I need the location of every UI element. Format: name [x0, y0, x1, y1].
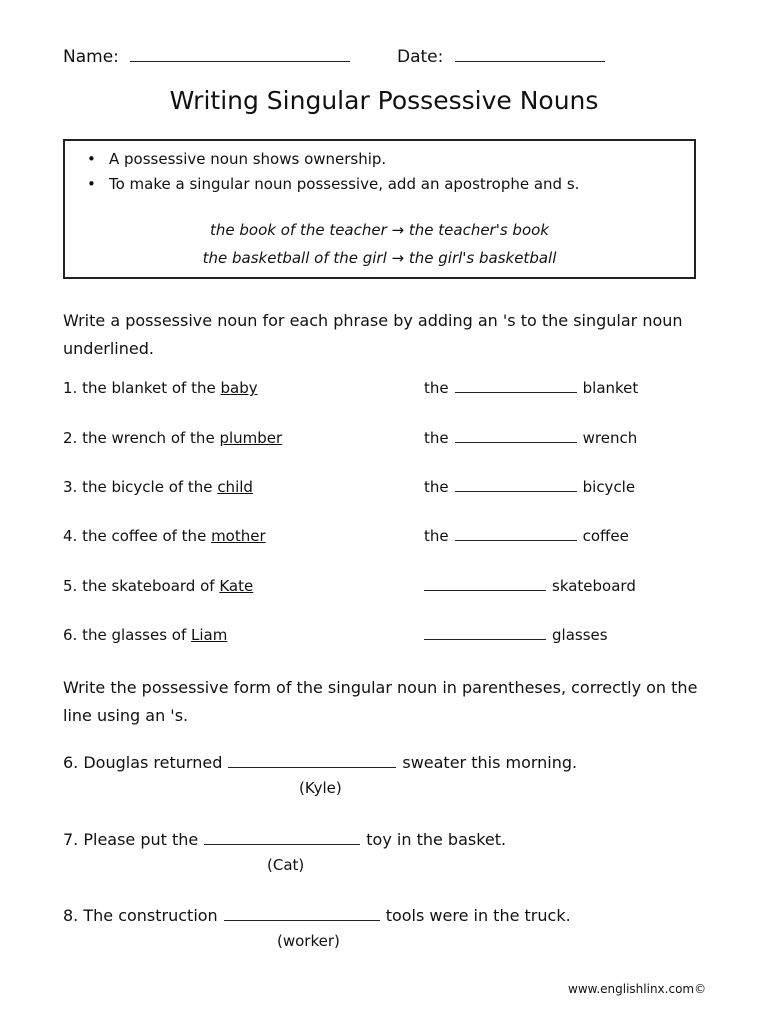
- name-label: Name:: [63, 47, 119, 67]
- underlined-noun: mother: [211, 527, 266, 545]
- rules-list: [87, 147, 579, 197]
- answer-blank[interactable]: [455, 391, 577, 393]
- sentence-item-7: 7. Please put the toy in the basket.: [63, 830, 507, 849]
- part2-instructions: Write the possessive form of the singular noun in parentheses, correctly on the line using an 's.: [63, 678, 698, 725]
- rules-box: [63, 139, 696, 279]
- part1-instructions: Write a possessive noun for each phrase by adding an 's to the singular noun underlined.: [63, 311, 683, 358]
- sentence-blank[interactable]: [228, 766, 396, 768]
- answer-blank[interactable]: [455, 539, 577, 541]
- hint-cat: (Cat): [267, 856, 305, 874]
- answer-row-6: glasses: [424, 626, 608, 644]
- answer-blank[interactable]: [455, 441, 577, 443]
- answer-row-3: the bicycle: [424, 478, 636, 496]
- example-1: the book of the teacher → the teacher's book: [210, 221, 549, 239]
- answer-row-2: the wrench: [424, 429, 638, 447]
- phrase-item-5: 5. the skateboard of Kate: [63, 577, 254, 595]
- answer-blank[interactable]: [455, 490, 577, 492]
- phrase-item-2: 2. the wrench of the plumber: [63, 429, 283, 447]
- example-2: the basketball of the girl → the girl's basketball: [202, 249, 557, 267]
- sentence-item-8: 8. The construction tools were in the truck.: [63, 906, 571, 925]
- name-row: [63, 47, 350, 67]
- worksheet-title: Writing Singular Possessive Nouns: [169, 86, 599, 115]
- answer-blank[interactable]: [424, 589, 546, 591]
- underlined-noun: child: [217, 478, 253, 496]
- sentence-blank[interactable]: [204, 843, 360, 845]
- bullet-icon: •: [87, 175, 96, 193]
- date-field[interactable]: [455, 60, 605, 62]
- phrase-item-1: 1. the blanket of the baby: [63, 379, 258, 397]
- hint-worker: (worker): [277, 932, 340, 950]
- hint-kyle: (Kyle): [299, 779, 342, 797]
- phrase-item-3: 3. the bicycle of the child: [63, 478, 253, 496]
- answer-row-5: skateboard: [424, 577, 636, 595]
- answer-row-1: the blanket: [424, 379, 639, 397]
- date-row: [397, 47, 605, 67]
- date-label: Date:: [397, 47, 444, 67]
- sentence-item-6: 6. Douglas returned sweater this morning.: [63, 753, 578, 772]
- underlined-noun: baby: [220, 379, 258, 397]
- footer-url: www.englishlinx.com©: [568, 982, 707, 996]
- answer-blank[interactable]: [424, 638, 546, 640]
- name-field[interactable]: [130, 60, 350, 62]
- underlined-noun: plumber: [219, 429, 283, 447]
- rule-item: • A possessive noun shows ownership.: [87, 147, 579, 172]
- bullet-icon: •: [87, 150, 96, 168]
- phrase-item-6: 6. the glasses of Liam: [63, 626, 228, 644]
- underlined-noun: Liam: [191, 626, 228, 644]
- answer-row-4: the coffee: [424, 527, 629, 545]
- phrase-item-4: 4. the coffee of the mother: [63, 527, 266, 545]
- rule-item: • To make a singular noun possessive, add an apostrophe and s.: [87, 172, 579, 197]
- sentence-blank[interactable]: [224, 919, 380, 921]
- underlined-noun: Kate: [219, 577, 254, 595]
